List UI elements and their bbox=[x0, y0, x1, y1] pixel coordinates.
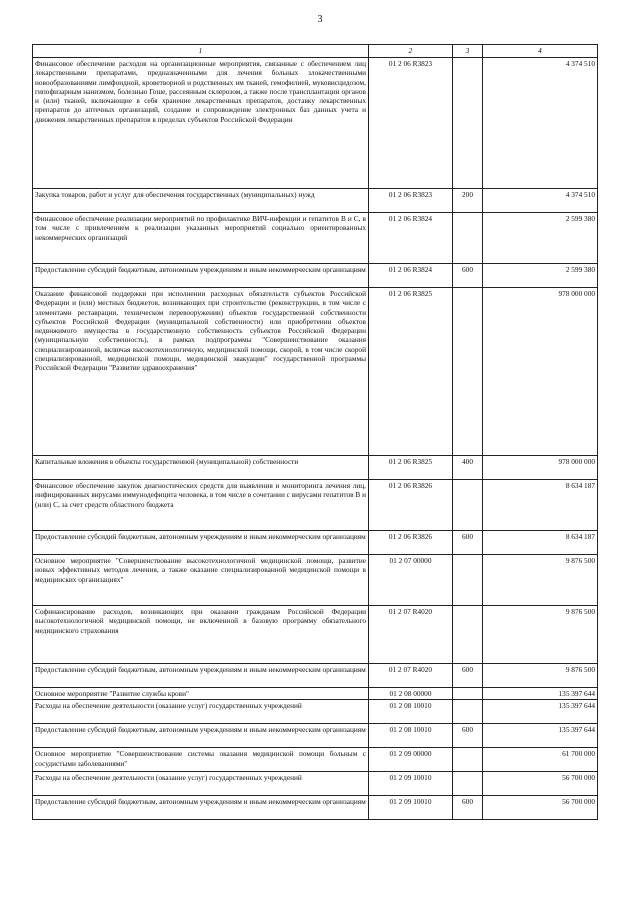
table-row bbox=[33, 772, 598, 796]
table-row bbox=[33, 480, 598, 531]
row-code: 01 2 09 10010 bbox=[369, 772, 453, 796]
row-description: Предоставление субсидий бюджетным, автономным учреждениям и иным некоммерческим организациям bbox=[33, 531, 369, 555]
row-expense-type: 600 bbox=[453, 796, 483, 820]
row-expense-type: 600 bbox=[453, 531, 483, 555]
row-amount: 9 876 500 bbox=[483, 555, 598, 606]
row-expense-type bbox=[453, 213, 483, 264]
row-description: Софинансирование расходов, возникающих при оказании гражданам Российской Федерации высокотехнологичной медицинской помощи, не включенной в базовую программу обязательного медицинского страхования bbox=[33, 606, 369, 664]
row-code: 01 2 06 R3826 bbox=[369, 480, 453, 531]
row-expense-type bbox=[453, 772, 483, 796]
table-row bbox=[33, 664, 598, 688]
column-header: 4 bbox=[483, 45, 598, 58]
row-code: 01 2 07 00000 bbox=[369, 555, 453, 606]
row-expense-type bbox=[453, 288, 483, 456]
row-expense-type bbox=[453, 480, 483, 531]
row-code: 01 2 08 00000 bbox=[369, 688, 453, 700]
row-code: 01 2 06 R3824 bbox=[369, 264, 453, 288]
row-description: Предоставление субсидий бюджетным, автономным учреждениям и иным некоммерческим организациям bbox=[33, 724, 369, 748]
row-code: 01 2 06 R3823 bbox=[369, 189, 453, 213]
row-expense-type bbox=[453, 700, 483, 724]
column-header: 2 bbox=[369, 45, 453, 58]
row-code: 01 2 06 R3824 bbox=[369, 213, 453, 264]
table-row bbox=[33, 688, 598, 700]
column-header: 3 bbox=[453, 45, 483, 58]
row-code: 01 2 07 R4020 bbox=[369, 664, 453, 688]
row-description: Предоставление субсидий бюджетным, автономным учреждениям и иным некоммерческим организациям bbox=[33, 796, 369, 820]
row-code: 01 2 09 00000 bbox=[369, 748, 453, 772]
row-expense-type: 600 bbox=[453, 724, 483, 748]
row-description: Финансовое обеспечение реализации мероприятий по профилактике ВИЧ-инфекции и гепатитов В и С, в том числе с привлечением к реализации указанных мероприятий социально ориентированных некоммерческих организаций bbox=[33, 213, 369, 264]
row-amount: 2 599 380 bbox=[483, 264, 598, 288]
row-amount: 978 000 000 bbox=[483, 288, 598, 456]
row-description: Расходы на обеспечение деятельности (оказание услуг) государственных учреждений bbox=[33, 772, 369, 796]
row-description: Основное мероприятие "Совершенствование высокотехнологичной медицинской помощи, развитие новых эффективных методов лечения, а также оказание специализированной медицинской помощи в медицинских организациях" bbox=[33, 555, 369, 606]
budget-table bbox=[32, 44, 598, 820]
table-row bbox=[33, 213, 598, 264]
row-code: 01 2 06 R3825 bbox=[369, 456, 453, 480]
row-description: Предоставление субсидий бюджетным, автономным учреждениям и иным некоммерческим организациям bbox=[33, 264, 369, 288]
table-row bbox=[33, 555, 598, 606]
row-amount: 61 700 000 bbox=[483, 748, 598, 772]
table-row bbox=[33, 796, 598, 820]
row-amount: 2 599 380 bbox=[483, 213, 598, 264]
table-row bbox=[33, 189, 598, 213]
row-amount: 135 397 644 bbox=[483, 700, 598, 724]
row-amount: 9 876 500 bbox=[483, 664, 598, 688]
row-amount: 9 876 500 bbox=[483, 606, 598, 664]
row-description: Закупка товаров, работ и услуг для обеспечения государственных (муниципальных) нужд bbox=[33, 189, 369, 213]
table-row bbox=[33, 456, 598, 480]
header-row bbox=[33, 45, 598, 58]
page-number: 3 bbox=[317, 14, 323, 25]
row-expense-type: 600 bbox=[453, 264, 483, 288]
row-expense-type bbox=[453, 555, 483, 606]
row-amount: 4 374 510 bbox=[483, 189, 598, 213]
row-expense-type: 400 bbox=[453, 456, 483, 480]
row-description: Финансовое обеспечение закупок диагностических средств для выявления и мониторинга лечения лиц, инфицированных вирусами иммунодефицита человека, в том числе в сочетании с вирусами гепатитов В и (или) С, за счет средств областного бюджета bbox=[33, 480, 369, 531]
row-amount: 56 700 000 bbox=[483, 772, 598, 796]
row-description: Оказание финансовой поддержки при исполнении расходных обязательств субъектов Российской Федерации и (или) местных бюджетов, возникающих при строительстве (реконструкции, в том числе с элементами реставрации, техническом перевооружении) объектов государственной собственности субъектов Российской Федерации (муниципальной собственности) или приобретении объектов недвижимого имущества в государственную собственность субъектов Российской Федерации (муниципальную собственность), в рамках подпрограммы "Совершенствование оказания специализированной, включая высокотехнологичную, медицинской помощи, скорой, в том числе скорой специализированной, медицинской помощи, медицинской эвакуации" государственной программы Российской Федерации "Развитие здравоохранения" bbox=[33, 288, 369, 456]
row-expense-type: 600 bbox=[453, 664, 483, 688]
row-code: 01 2 06 R3823 bbox=[369, 58, 453, 189]
column-header: 1 bbox=[33, 45, 369, 58]
row-amount: 8 634 187 bbox=[483, 531, 598, 555]
table-row bbox=[33, 606, 598, 664]
row-expense-type bbox=[453, 58, 483, 189]
row-amount: 978 000 000 bbox=[483, 456, 598, 480]
table-body bbox=[33, 58, 598, 820]
row-code: 01 2 08 10010 bbox=[369, 700, 453, 724]
row-amount: 8 634 187 bbox=[483, 480, 598, 531]
row-expense-type bbox=[453, 606, 483, 664]
table-row bbox=[33, 58, 598, 189]
row-description: Основное мероприятие "Совершенствование системы оказания медицинской помощи больным с сосудистыми заболеваниями" bbox=[33, 748, 369, 772]
row-expense-type: 200 bbox=[453, 189, 483, 213]
row-amount: 4 374 510 bbox=[483, 58, 598, 189]
row-description: Капитальные вложения в объекты государственной (муниципальной) собственности bbox=[33, 456, 369, 480]
row-amount: 135 397 644 bbox=[483, 724, 598, 748]
row-code: 01 2 09 10010 bbox=[369, 796, 453, 820]
row-description: Расходы на обеспечение деятельности (оказание услуг) государственных учреждений bbox=[33, 700, 369, 724]
row-expense-type bbox=[453, 688, 483, 700]
row-description: Основное мероприятие "Развитие службы крови" bbox=[33, 688, 369, 700]
row-expense-type bbox=[453, 748, 483, 772]
table-row bbox=[33, 264, 598, 288]
row-code: 01 2 08 10010 bbox=[369, 724, 453, 748]
row-description: Предоставление субсидий бюджетным, автономным учреждениям и иным некоммерческим организациям bbox=[33, 664, 369, 688]
table-row bbox=[33, 724, 598, 748]
table-row bbox=[33, 288, 598, 456]
row-code: 01 2 06 R3826 bbox=[369, 531, 453, 555]
row-code: 01 2 06 R3825 bbox=[369, 288, 453, 456]
table-row bbox=[33, 748, 598, 772]
table-row bbox=[33, 700, 598, 724]
row-code: 01 2 07 R4020 bbox=[369, 606, 453, 664]
row-amount: 135 397 644 bbox=[483, 688, 598, 700]
table-row bbox=[33, 531, 598, 555]
row-description: Финансовое обеспечение расходов на организационные мероприятия, связанные с обеспечением лиц лекарственными препаратами, предназначенными для лечения больных злокачественными новообразованиями лимфоидной, кроветворной и родственных им тканей, гемофилией, муковисцидозом, гипофизарным нанизмом, болезнью Гоше, рассеянным склерозом, а также после трансплантации органов и (или) тканей, включающие в себя хранение лекарственных препаратов, доставку лекарственных препаратов до аптечных организаций, создание и сопровождение электронных баз данных учета и движения лекарственных препаратов в пределах субъектов Российской Федерации bbox=[33, 58, 369, 189]
row-amount: 56 700 000 bbox=[483, 796, 598, 820]
